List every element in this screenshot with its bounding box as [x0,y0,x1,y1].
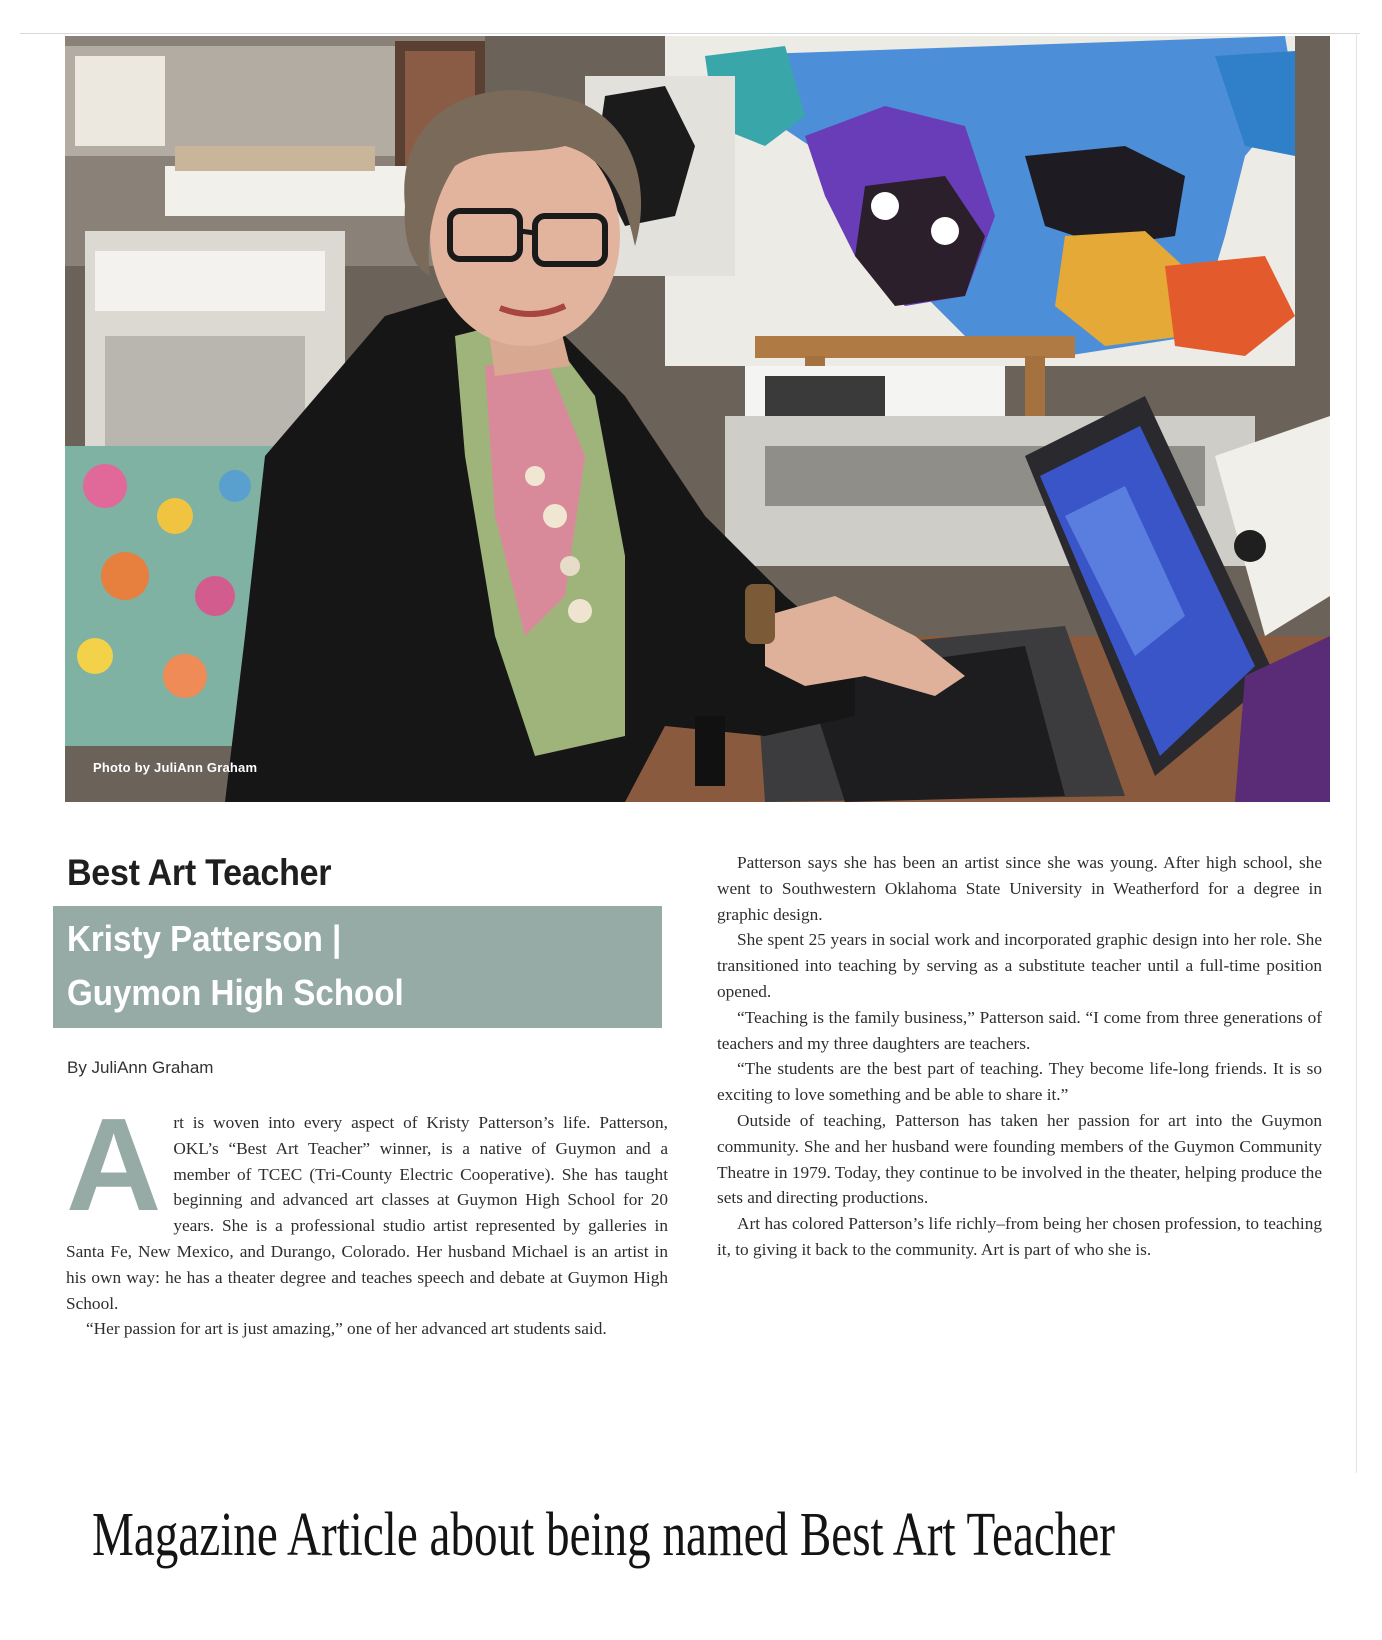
article-category-heading: Best Art Teacher [67,852,332,893]
right-column-rule [1356,33,1357,1473]
article-paragraph: She spent 25 years in social work and incorporated graphic design into her role. She transitioned into teaching by serving as a substitute teacher until a full-time position opened. [717,930,1322,1001]
winner-name: Kristy Patterson | [67,918,342,959]
image-caption: Magazine Article about being named Best Art Teacher [92,1501,1115,1569]
article-body-left-column [66,1091,668,1342]
byline: By JuliAnn Graham [67,1058,214,1077]
article-paragraph: “The students are the best part of teaching. They become life-long friends. It is so exciting to love something and be able to share it.” [717,1059,1322,1105]
top-rule [20,33,1360,34]
article-paragraph [66,1091,668,1316]
drop-cap: A [66,1091,162,1238]
article-paragraph: Outside of teaching, Patterson has taken her passion for art into the Guymon community. She and her husband were founding members of the Guymon Community Theatre in 1979. Today, they continue to be involved in the theater, helping produce the sets and directing productions. [717,1110,1322,1208]
article-photo [65,36,1330,802]
winner-name-banner [53,906,662,1028]
article-paragraph: Patterson says she has been an artist since she was young. After high school, she went to Southwestern Oklahoma State University in Weatherford for a degree in graphic design. [717,853,1322,924]
winner-school: Guymon High School [67,972,404,1013]
article-paragraph: Art has colored Patterson’s life richly–from being her chosen profession, to teaching it, to giving it back to the community. Art is part of who she is. [717,1214,1322,1259]
article-paragraph: “Teaching is the family business,” Patterson said. “I come from three generations of teachers and my three daughters are teachers. [717,1007,1322,1053]
article-body-right-column [717,850,1322,1263]
photo-credit: Photo by JuliAnn Graham [93,760,258,775]
paragraph-text: rt is woven into every aspect of Kristy Patterson’s life. Patterson, OKL’s “Best Art Teacher” winner, is a native of Guymon and a member of TCEC (Tri-County Electric Cooperative). She has taught beginning and advanced art classes at Guymon High School for 20 years. She is a professional studio artist represented by galleries in Santa Fe, New Mexico, and Durango, Colorado. Her husband Michael is an artist in his own way: he has a theater degree and teaches speech and debate at Guymon High School. [66,1113,668,1313]
article-paragraph: “Her passion for art is just amazing,” one of her advanced art students said. [86,1319,607,1339]
